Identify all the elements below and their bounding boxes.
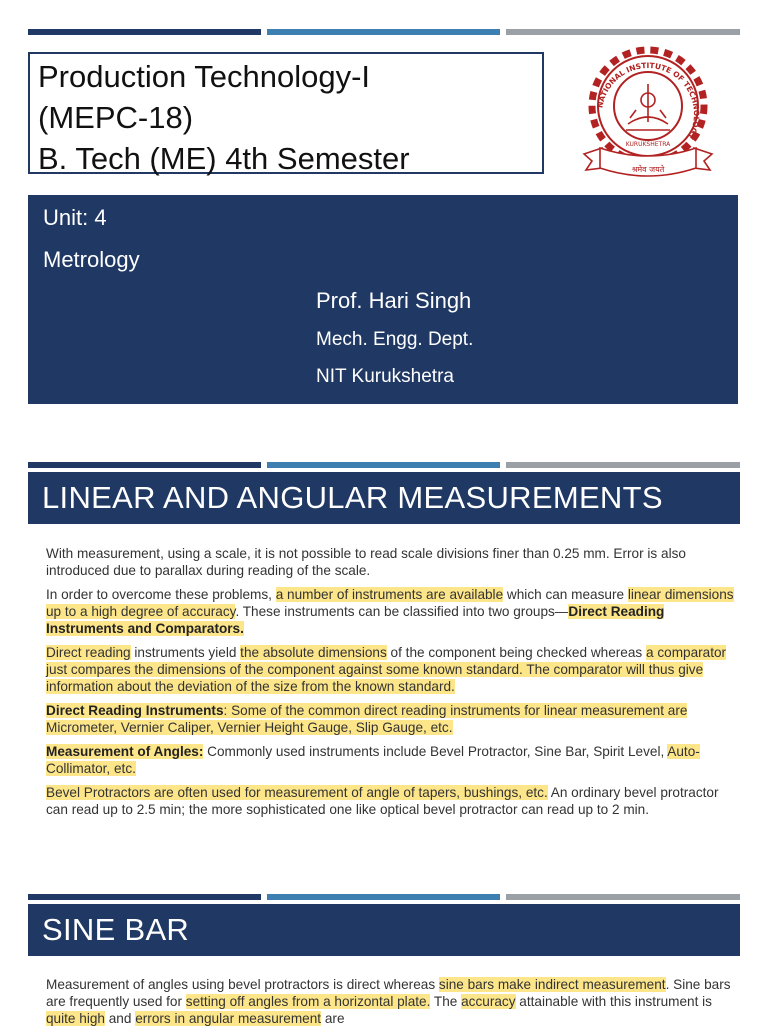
linear-angular-bullets xyxy=(28,545,740,825)
slide1-top-bars xyxy=(28,29,740,35)
logo-bottom-text: KURUKSHETRA xyxy=(625,141,671,148)
unit-number: Unit: 4 xyxy=(43,205,107,230)
list-item: In order to overcome these problems, a number of instruments are available which can measure linear dimensions up to a high degree of accuracy. These instruments can be classified into two groups—Direct Reading Instruments and Comparators. xyxy=(46,587,734,636)
course-semester: B. Tech (ME) 4th Semester xyxy=(38,141,410,176)
slide2-top-bars xyxy=(28,462,740,468)
list-item: With measurement, using a scale, it is not possible to read scale divisions finer than 0.25 mm. Error is also introduced due to parallax during reading of the scale. xyxy=(46,546,686,578)
sine-bar-bullets xyxy=(28,976,740,1034)
slide3-top-bars xyxy=(28,894,740,900)
unit-info-panel xyxy=(28,195,738,404)
section-header-sine-bar: SINE BAR xyxy=(28,904,740,956)
professor-name: Prof. Hari Singh xyxy=(316,288,472,313)
course-title-line1: Production Technology-I xyxy=(38,59,371,94)
list-item: Measurement of Angles: Commonly used instruments include Bevel Protractor, Sine Bar, Spirit Level, Auto-Collimator, etc. xyxy=(46,744,700,776)
list-item: Direct Reading Instruments: Some of the common direct reading instruments for linear measurement are Micrometer, Vernier Caliper, Vernier Height Gauge, Slip Gauge, etc. xyxy=(46,703,688,735)
list-item: Bevel Protractors are often used for measurement of angle of tapers, bushings, etc. An ordinary bevel protractor can read up to 2.5 min; the more sophisticated one like optical bevel protractor can read up to 2 min. xyxy=(46,785,719,817)
nit-kurukshetra-logo xyxy=(578,44,718,184)
logo-ring-text: NATIONAL INSTITUTE OF TECHNOLOGY xyxy=(595,60,702,141)
institute: NIT Kurukshetra xyxy=(316,366,454,387)
unit-topic: Metrology xyxy=(43,247,140,272)
department: Mech. Engg. Dept. xyxy=(316,329,474,350)
list-item: Measurement of angles using bevel protractors is direct whereas sine bars make indirect measurement. Sine bars are frequently used for setting off angles from a horizontal plate. The accuracy attainable with this instrument is quite high and errors in angular measurement are xyxy=(46,977,731,1026)
list-item: Direct reading instruments yield the absolute dimensions of the component being checked whereas a comparator just compares the dimensions of the component against some known standard. The comparator will thus give information about the deviation of the size from the known standard. xyxy=(46,645,727,694)
course-title-box xyxy=(28,52,544,174)
logo-motto: श्रमेव जयते xyxy=(631,165,665,174)
course-code: (MEPC-18) xyxy=(38,100,194,135)
section-header-linear-angular: LINEAR AND ANGULAR MEASUREMENTS xyxy=(28,472,740,524)
